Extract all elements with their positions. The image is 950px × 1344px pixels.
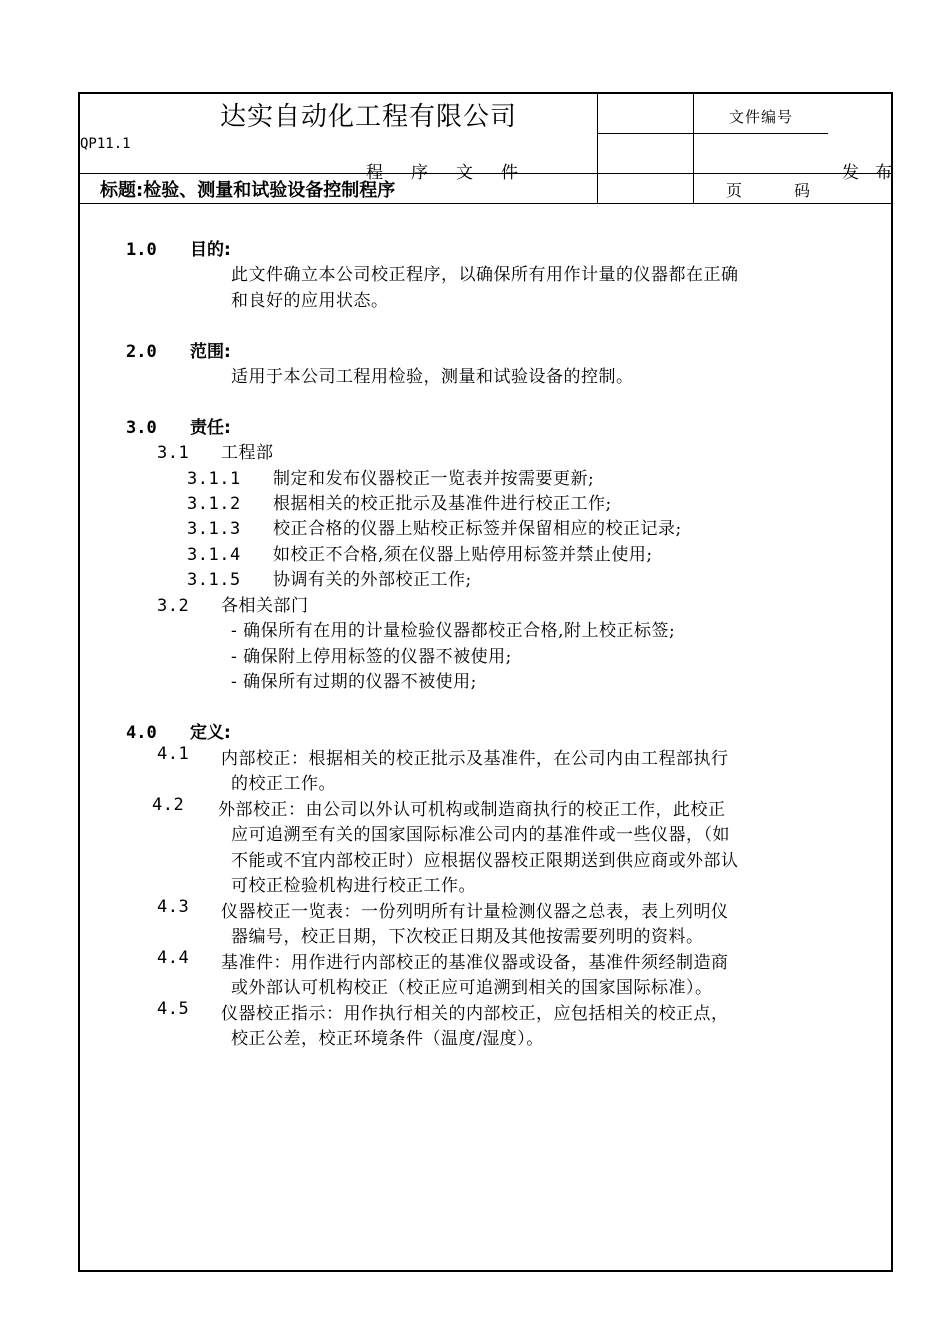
header-col-divider-2 xyxy=(693,93,694,203)
definition-line: 仪器校正指示：用作执行相关的内部校正，应包括相关的校正点， xyxy=(221,1004,729,1024)
item-number: 3.1.3 xyxy=(187,519,241,539)
subsection-number: 3.2 xyxy=(157,596,190,616)
item-number: 3.1.4 xyxy=(187,545,241,565)
header-col-divider-1 xyxy=(597,93,598,203)
section-1-heading xyxy=(126,235,231,260)
company-name: 达实自动化工程有限公司 xyxy=(220,102,518,132)
bullet-item: - 确保附上停用标签的仪器不被使用; xyxy=(231,647,512,667)
bullet-item: - 确保所有在用的计量检验仪器都校正合格,附上校正标签; xyxy=(231,621,676,641)
header-cell-line-right xyxy=(693,133,828,134)
subsection-3-1 xyxy=(157,438,274,463)
item-text: 制定和发布仪器校正一览表并按需要更新; xyxy=(273,469,595,489)
item-number: 3.1.2 xyxy=(187,494,241,514)
definition-number: 4.1 xyxy=(157,744,190,764)
item-text: 如校正不合格,须在仪器上贴停用标签并禁止使用; xyxy=(273,545,653,565)
definition-line: 校正公差，校正环境条件（温度/湿度）。 xyxy=(231,1029,544,1049)
page-label: 页码 xyxy=(726,181,863,200)
section-title: 责任: xyxy=(190,418,231,438)
definition-line: 仪器校正一览表：一份列明所有计量检测仪器之总表，表上列明仪 xyxy=(221,902,729,922)
definition-line: 器编号，校正日期，下次校正日期及其他按需要列明的资料。 xyxy=(231,927,704,947)
definition-line: 不能或不宜内部校正时）应根据仪器校正限期送到供应商或外部认 xyxy=(231,851,739,871)
list-item xyxy=(187,540,653,565)
doc-type: 程序文件 xyxy=(366,163,546,183)
subsection-number: 3.1 xyxy=(157,443,190,463)
doc-number-label: 文件编号 xyxy=(729,108,794,126)
section-2-heading xyxy=(126,337,231,362)
doc-type-right-clip xyxy=(838,158,908,183)
section-1-line: 和良好的应用状态。 xyxy=(231,291,389,311)
section-number: 2.0 xyxy=(126,342,157,362)
definition-line: 内部校正：根据相关的校正批示及基准件，在公司内由工程部执行 xyxy=(221,749,729,769)
definition-line: 外部校正：由公司以外认可机构或制造商执行的校正工作，此校正 xyxy=(218,800,726,820)
header-cell-line-left xyxy=(597,133,693,134)
definition-number: 4.2 xyxy=(152,795,185,815)
doc-type-clip xyxy=(360,158,580,183)
definition-number: 4.5 xyxy=(157,999,190,1019)
definition-line: 应可追溯至有关的国家国际标准公司内的基准件或一些仪器，（如 xyxy=(231,825,730,845)
subsection-label: 各相关部门 xyxy=(221,596,309,616)
section-number: 1.0 xyxy=(126,240,157,260)
definition-line: 或外部认可机构校正（校正应可追溯到相关的国家国际标准）。 xyxy=(231,978,713,998)
section-1-line: 此文件确立本公司校正程序，以确保所有用作计量的仪器都在正确 xyxy=(231,265,739,285)
definition-number: 4.3 xyxy=(157,897,190,917)
doc-type-right: 发布 xyxy=(842,163,908,183)
section-number: 4.0 xyxy=(126,723,157,743)
subsection-3-2 xyxy=(157,591,309,616)
item-number: 3.1.5 xyxy=(187,570,241,590)
list-item xyxy=(187,489,612,514)
list-item xyxy=(187,514,682,539)
section-title: 定义: xyxy=(190,723,231,743)
item-number: 3.1.1 xyxy=(187,469,241,489)
section-4-heading xyxy=(126,718,231,743)
definition-line: 可校正检验机构进行校正工作。 xyxy=(231,876,476,896)
list-item xyxy=(187,464,594,489)
definition-number: 4.4 xyxy=(157,948,190,968)
bullet-item: - 确保所有过期的仪器不被使用; xyxy=(231,672,477,692)
item-text: 根据相关的校正批示及基准件进行校正工作; xyxy=(273,494,612,514)
definition-line: 的校正工作。 xyxy=(231,774,336,794)
section-title: 目的: xyxy=(190,240,231,260)
section-title: 范围: xyxy=(190,342,231,362)
header-bottom-divider xyxy=(79,203,892,204)
definition-line: 基准件：用作进行内部校正的基准仪器或设备，基准件须经制造商 xyxy=(221,953,729,973)
section-number: 3.0 xyxy=(126,418,157,438)
section-2-line: 适用于本公司工程用检验，测量和试验设备的控制。 xyxy=(231,367,634,387)
item-text: 协调有关的外部校正工作; xyxy=(273,570,472,590)
subsection-label: 工程部 xyxy=(221,443,274,463)
doc-code: QP11.1 xyxy=(80,136,131,152)
item-text: 校正合格的仪器上贴校正标签并保留相应的校正记录; xyxy=(273,519,682,539)
section-3-heading xyxy=(126,413,231,438)
list-item xyxy=(187,565,472,590)
doc-title: 标题:检验、测量和试验设备控制程序 xyxy=(100,180,396,201)
